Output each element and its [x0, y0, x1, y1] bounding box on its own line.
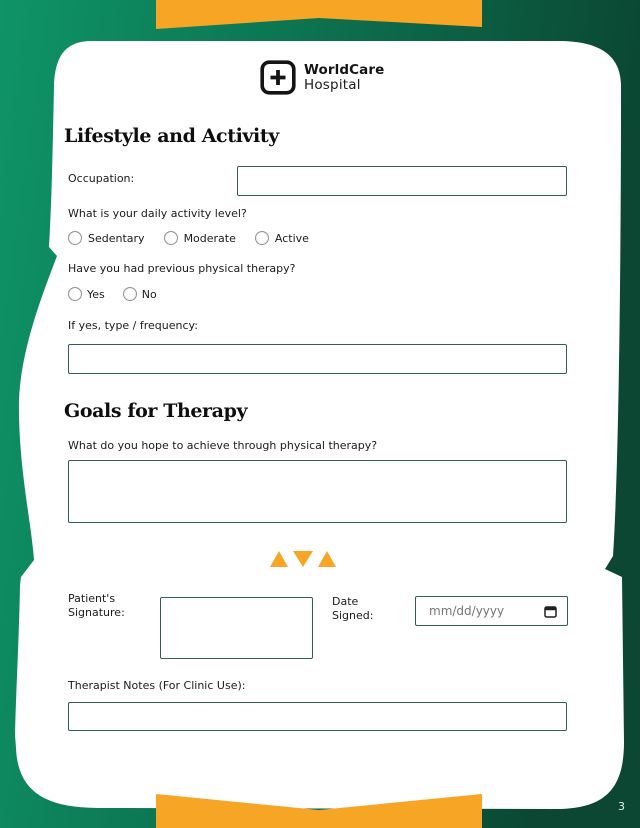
therapist-notes-input[interactable] — [68, 702, 567, 731]
frequency-label: If yes, type / frequency: — [68, 319, 198, 332]
frequency-input[interactable] — [68, 344, 567, 374]
previous-therapy-radio-group — [68, 287, 157, 301]
signature-box[interactable] — [160, 597, 313, 659]
goals-question: What do you hope to achieve through physical therapy? — [68, 439, 378, 452]
medical-cross-icon — [260, 60, 296, 95]
radio-no[interactable] — [123, 287, 137, 301]
radio-option-yes — [68, 287, 105, 301]
paper-sheet — [15, 41, 624, 809]
radio-moderate-label: Moderate — [183, 231, 236, 245]
radio-sedentary-label: Sedentary — [88, 231, 145, 245]
radio-sedentary[interactable] — [68, 231, 82, 245]
date-signed-input[interactable] — [415, 596, 568, 626]
radio-yes-label: Yes — [87, 287, 105, 301]
radio-yes[interactable] — [68, 287, 82, 301]
ribbon-arrows-decoration — [270, 551, 336, 568]
logo-name: WorldCare — [304, 61, 385, 78]
therapist-notes-label: Therapist Notes (For Clinic Use): — [68, 679, 246, 692]
activity-level-radio-group — [68, 231, 309, 245]
radio-option-active — [255, 231, 309, 245]
logo-subtitle: Hospital — [304, 76, 361, 93]
goals-textarea[interactable] — [68, 460, 567, 523]
date-placeholder: mm/dd/yyyy — [429, 604, 505, 618]
triangle-down-icon — [293, 551, 313, 567]
radio-option-no — [123, 287, 157, 301]
patient-signature-label: Patient's Signature: — [68, 592, 125, 619]
section-title-goals: Goals for Therapy — [64, 400, 248, 422]
radio-active-label: Active — [274, 231, 309, 245]
radio-option-sedentary — [68, 231, 145, 245]
section-title-lifestyle: Lifestyle and Activity — [64, 125, 279, 147]
radio-moderate[interactable] — [164, 231, 178, 245]
radio-active[interactable] — [255, 231, 269, 245]
radio-no-label: No — [141, 287, 157, 301]
occupation-label: Occupation: — [68, 172, 135, 185]
page-number: 3 — [618, 800, 625, 813]
calendar-icon[interactable] — [544, 605, 557, 618]
triangle-up-icon — [318, 551, 336, 567]
occupation-input[interactable] — [237, 166, 567, 196]
previous-therapy-question: Have you had previous physical therapy? — [68, 262, 296, 275]
date-signed-label: Date Signed: — [332, 595, 374, 622]
triangle-up-icon — [270, 551, 288, 567]
activity-level-question: What is your daily activity level? — [68, 207, 247, 220]
hospital-logo — [260, 60, 384, 95]
radio-option-moderate — [164, 231, 236, 245]
